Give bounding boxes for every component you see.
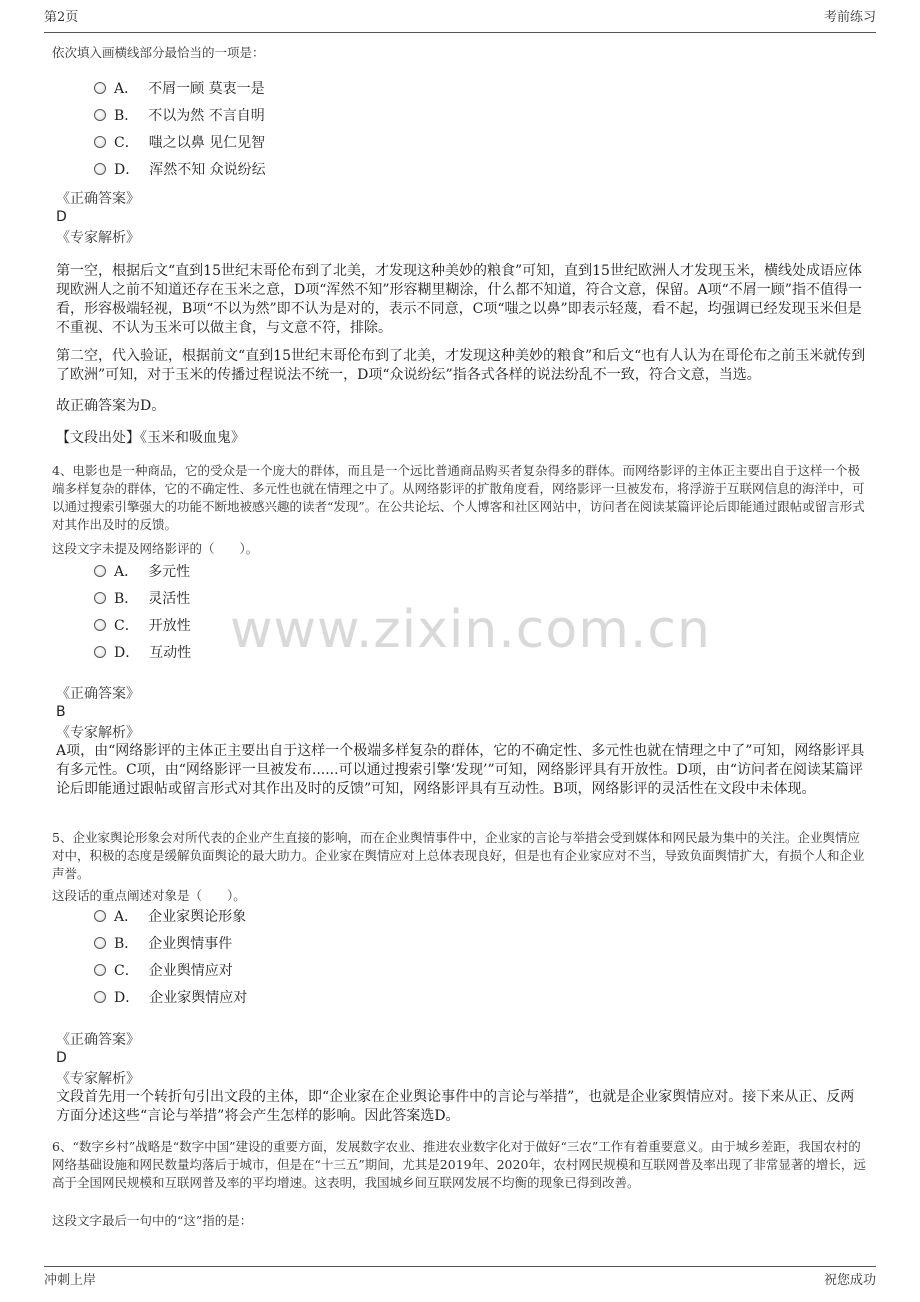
- q5-option-b[interactable]: [94, 932, 494, 956]
- header-title: 考前练习: [823, 10, 876, 25]
- radio-icon[interactable]: [94, 163, 106, 175]
- q4-question: 这段文字未提及网络影评的（ ）。: [52, 541, 259, 556]
- page-header: [44, 4, 876, 33]
- radio-icon[interactable]: [94, 109, 106, 121]
- q3-analysis-3: 故正确答案为D。: [56, 398, 166, 414]
- q5-option-d[interactable]: [94, 986, 494, 1010]
- radio-icon[interactable]: [94, 646, 106, 658]
- radio-icon[interactable]: [94, 82, 106, 94]
- q5-stem: 5、企业家舆论形象会对所代表的企业产生直接的影响，而在企业舆情事件中，企业家的言论与举措会受到媒体和网民最为集中的关注。企业舆情应对中，积极的态度是缓解负面舆论的最大助力。企业家在舆情应对上总体表现良好，但是也有企业家应对不当，导致负面舆情扩大，有损个人和企业声誉。: [52, 830, 865, 881]
- option-letter: C．: [114, 135, 139, 151]
- q6-question: 这段文字最后一句中的“这”指的是：: [52, 1213, 253, 1228]
- option-text: 企业家舆情应对: [149, 990, 248, 1006]
- q3-answer: D: [56, 209, 67, 225]
- option-text: 互动性: [149, 645, 192, 661]
- footer-left-text: 冲刺上岸: [44, 1273, 97, 1288]
- option-letter: D．: [114, 645, 140, 661]
- option-text: 嗤之以鼻 见仁见智: [148, 135, 266, 151]
- q3-option-b[interactable]: [94, 104, 494, 128]
- option-letter: A．: [114, 81, 139, 97]
- q3-analysis-2: 第二空，代入验证，根据前文“直到15世纪末哥伦布到了北美，才发现这种美妙的粮食”和后文“也有人认为在哥伦布之前玉米就传到了欧洲”可知，对于玉米的传播过程说法不统一，D项“众说纷纭”指各式各样的说法纷乱不一致，符合文意，当选。: [56, 348, 866, 383]
- option-letter: C．: [114, 963, 139, 979]
- q4-option-b[interactable]: [94, 587, 494, 611]
- radio-icon[interactable]: [94, 964, 106, 976]
- option-text: 开放性: [148, 618, 191, 634]
- q4-option-a[interactable]: [94, 560, 494, 584]
- page-number: 第2页: [44, 10, 79, 25]
- radio-icon[interactable]: [94, 910, 106, 922]
- option-letter: B．: [114, 108, 139, 124]
- q4-option-d[interactable]: [94, 641, 494, 665]
- q4-answer-label: 《正确答案》: [56, 686, 140, 702]
- radio-icon[interactable]: [94, 565, 106, 577]
- option-text: 不屑一顾 莫衷一是: [148, 81, 265, 97]
- watermark: www.zixin.com.cn: [230, 600, 711, 660]
- q6-stem: 6、“数字乡村”战略是“数字中国”建设的重要方面，发展数字农业、推进农业数字化对于做好“三农”工作有着重要意义。由于城乡差距，我国农村的网络基础设施和网民数量均落后于城市，但是在“十三五”期间，尤其是2019年、2020年，农村网民规模和互联网普及率出现了非常显著的增长，远高于全国网民规模和互联网普及率的平均增速。这表明，我国城乡间互联网发展不均衡的现象已得到改善。: [52, 1139, 866, 1190]
- q5-option-c[interactable]: [94, 959, 494, 983]
- q5-answer-label: 《正确答案》: [56, 1032, 140, 1048]
- q4-analysis-label: 《专家解析》: [56, 725, 140, 741]
- option-letter: A．: [114, 564, 139, 580]
- option-text: 企业家舆论形象: [148, 909, 247, 925]
- q3-answer-label: 《正确答案》: [56, 191, 140, 207]
- option-letter: A．: [114, 909, 139, 925]
- option-text: 灵活性: [148, 591, 191, 607]
- footer-right-text: 祝您成功: [823, 1273, 876, 1288]
- q3-option-c[interactable]: [94, 131, 494, 155]
- q4-option-c[interactable]: [94, 614, 494, 638]
- radio-icon[interactable]: [94, 991, 106, 1003]
- option-letter: D．: [114, 162, 140, 178]
- q5-question: 这段话的重点阐述对象是（ ）。: [52, 888, 246, 903]
- option-text: 企业舆情事件: [148, 936, 233, 952]
- option-letter: B．: [114, 936, 139, 952]
- option-text: 多元性: [148, 564, 191, 580]
- option-text: 不以为然 不言自明: [148, 108, 265, 124]
- q4-stem: 4、电影也是一种商品，它的受众是一个庞大的群体，而且是一个远比普通商品购买者复杂得多的群体。而网络影评的主体正主要出自于这样一个极端多样复杂的群体，它的不确定性、多元性也就在情理之中了。从网络影评的扩散角度看，网络影评一旦被发布，将浮游于互联网信息的海洋中，可以通过搜索引擎强大的功能不断地被感兴趣的读者“发现”。在公共论坛、个人博客和社区网站中，访问者在阅读某篇评论后即能通过跟帖或留言形式对其作出及时的反馈。: [52, 463, 865, 532]
- q5-analysis-label: 《专家解析》: [56, 1071, 140, 1087]
- radio-icon[interactable]: [94, 136, 106, 148]
- radio-icon[interactable]: [94, 592, 106, 604]
- q3-option-d[interactable]: [94, 158, 494, 182]
- radio-icon[interactable]: [94, 619, 106, 631]
- q3-analysis-label: 《专家解析》: [56, 230, 140, 246]
- q3-option-a[interactable]: [94, 77, 494, 101]
- q4-analysis: A项，由“网络影评的主体正主要出自于这样一个极端多样复杂的群体，它的不确定性、多元性也就在情理之中了”可知，网络影评具有多元性。C项，由“网络影评一旦被发布......可以通过搜索引擎‘发现’”可知，网络影评具有开放性。D项，由“访问者在阅读某篇评论后即能通过跟帖或留言形式对其作出及时的反馈”可知，网络影评具有互动性。B项，网络影评的灵活性在文段中未体现。: [56, 743, 865, 797]
- q3-prompt: 依次填入画横线部分最恰当的一项是：: [52, 45, 265, 60]
- q5-answer: D: [56, 1050, 67, 1066]
- option-text: 企业舆情应对: [148, 963, 233, 979]
- option-text: 浑然不知 众说纷纭: [149, 162, 266, 178]
- q3-source: 【文段出处】《玉米和吸血鬼》: [56, 430, 245, 446]
- option-letter: C．: [114, 618, 139, 634]
- option-letter: B．: [114, 591, 139, 607]
- radio-icon[interactable]: [94, 937, 106, 949]
- option-letter: D．: [114, 990, 140, 1006]
- page-footer: [44, 1266, 876, 1295]
- q5-analysis: 文段首先用一个转折句引出文段的主体，即“企业家在企业舆论事件中的言论与举措”，也就是企业家舆情应对。接下来从正、反两方面分述这些“言论与举措”将会产生怎样的影响。因此答案选D。: [56, 1089, 855, 1124]
- q4-answer: B: [56, 704, 66, 720]
- q3-analysis-1: 第一空，根据后文“直到15世纪末哥伦布到了北美，才发现这种美妙的粮食”可知，直到15世纪欧洲人才发现玉米，横线处成语应体现欧洲人之前不知道还存在玉米之意，D项“浑然不知”形容糊里糊涂，什么都不知道，符合文意，保留。A项“不屑一顾”指不值得一看，形容极端轻视，B项“不以为然”即不认为是对的，表示不同意，C项“嗤之以鼻”即表示轻蔑，看不起，均强调已经发现玉米但是不重视、不认为玉米可以做主食，与文意不符，排除。: [56, 263, 862, 336]
- q5-option-a[interactable]: [94, 905, 494, 929]
